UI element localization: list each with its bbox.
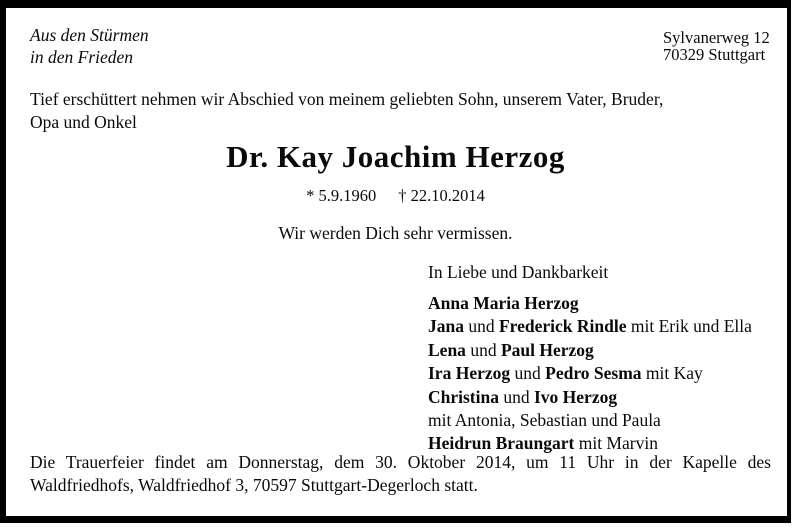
epitaph-line-2: in den Frieden bbox=[30, 47, 134, 67]
mourner-line bbox=[428, 386, 752, 409]
mourners-list bbox=[428, 292, 752, 456]
tribute-line: In Liebe und Dankbarkeit bbox=[428, 262, 609, 282]
mourner-name: Lena bbox=[428, 339, 466, 360]
mourner-text: und bbox=[463, 316, 499, 337]
epitaph-quote bbox=[30, 24, 149, 68]
mourner-name: Jana bbox=[428, 316, 464, 337]
mourner-name: Paul Herzog bbox=[500, 339, 594, 360]
funeral-line-2: Waldfriedhofs, Waldfriedhof 3, 70597 Stuttgart-Degerloch statt. bbox=[30, 475, 478, 495]
life-dates bbox=[0, 186, 791, 206]
mourner-line bbox=[428, 409, 752, 432]
intro-paragraph bbox=[30, 88, 663, 134]
mourner-line bbox=[428, 339, 752, 362]
mourner-name: Ira Herzog bbox=[428, 363, 511, 384]
mourner-line bbox=[428, 362, 752, 385]
mourner-text: mit Marvin bbox=[574, 433, 658, 454]
mourner-text: mit Erik und Ella bbox=[626, 316, 752, 337]
mourner-name: Heidrun Braungart bbox=[428, 433, 575, 454]
birth-date: * 5.9.1960 bbox=[306, 186, 377, 205]
farewell-line: Wir werden Dich sehr vermissen. bbox=[278, 223, 513, 243]
funeral-details bbox=[30, 451, 771, 497]
mourner-name: Anna Maria Herzog bbox=[428, 293, 579, 313]
intro-line-1: Tief erschüttert nehmen wir Abschied von meinem geliebten Sohn, unserem Vater, Bruder, bbox=[30, 89, 664, 109]
epitaph-line-1: Aus den Stürmen bbox=[30, 25, 149, 45]
intro-line-2: Opa und Onkel bbox=[30, 112, 137, 132]
mourner-text: und bbox=[498, 386, 534, 407]
mourner-text: und bbox=[465, 339, 501, 360]
address-street: Sylvanerweg 12 bbox=[663, 28, 770, 47]
mourner-line bbox=[428, 292, 752, 315]
funeral-line-1: Die Trauerfeier findet am Donnerstag, dem 30. Oktober 2014, um 11 Uhr in der Kapelle des bbox=[30, 452, 771, 472]
address-city: 70329 Stuttgart bbox=[663, 45, 766, 64]
mourner-text: und bbox=[510, 363, 546, 384]
deceased-name: Dr. Kay Joachim Herzog bbox=[226, 139, 565, 174]
mourner-name: Pedro Sesma bbox=[545, 363, 642, 384]
mourner-line bbox=[428, 315, 752, 338]
mourner-text: mit Kay bbox=[641, 363, 703, 384]
address-block bbox=[663, 29, 770, 63]
mourner-name: Ivo Herzog bbox=[533, 386, 618, 407]
mourner-name: Christina bbox=[428, 386, 499, 407]
death-date: † 22.10.2014 bbox=[398, 186, 485, 205]
mourner-text: mit Antonia, Sebastian und Paula bbox=[428, 410, 661, 431]
mourner-name: Frederick Rindle bbox=[498, 316, 627, 337]
